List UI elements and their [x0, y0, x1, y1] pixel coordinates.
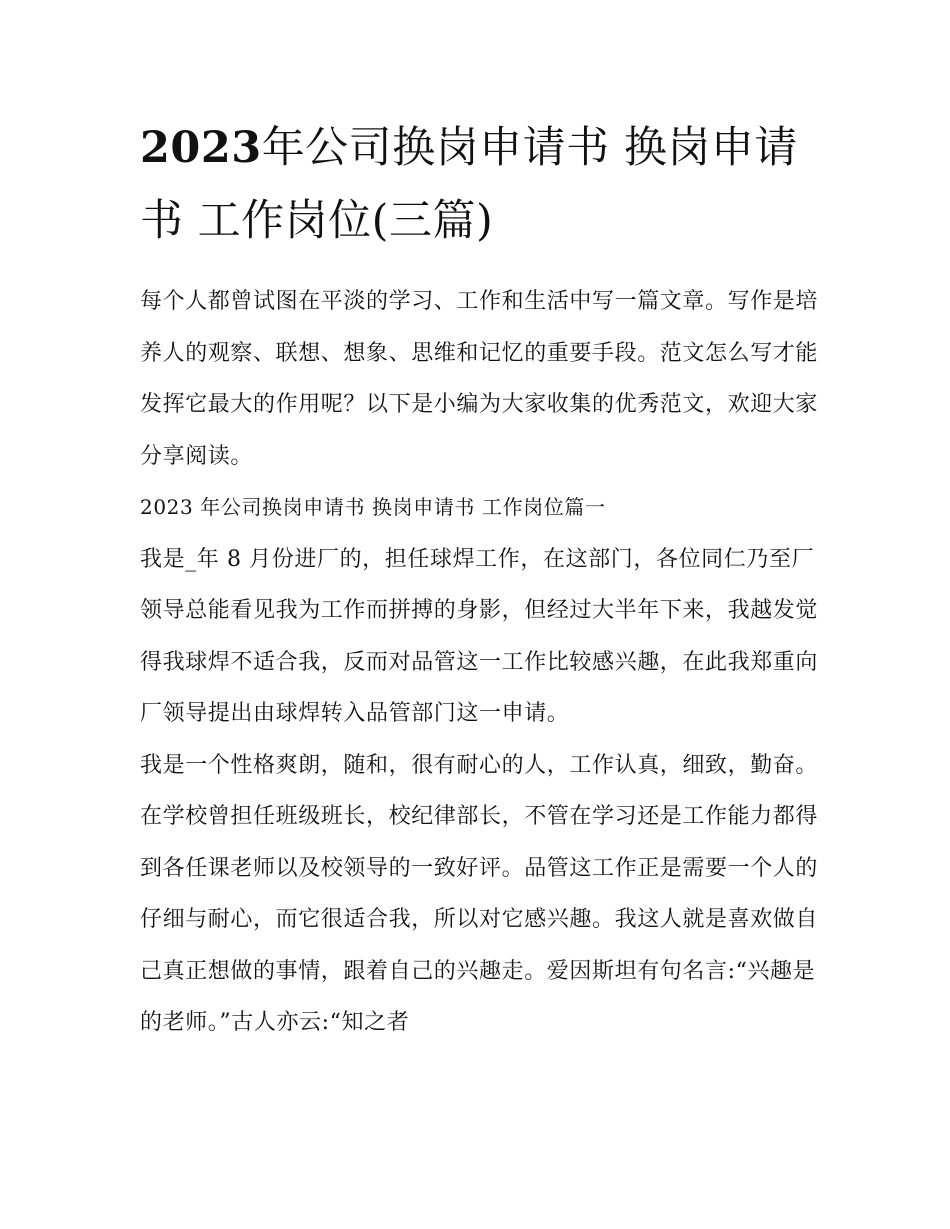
title-text: 年公司换岗申请书 换岗申请书 工作岗位(三篇): [140, 123, 798, 246]
document-page: [140, 112, 820, 1049]
document-title: [140, 112, 820, 258]
title-year: 2023: [140, 123, 262, 173]
body-paragraph-2: 我是一个性格爽朗，随和，很有耐心的人，工作认真，细致，勤奋。在学校曾担任班级班长，校纪律部长，不管在学习还是工作能力都得到各任课老师以及校领导的一致好评。品管这工作正是需要一个人的仔细与耐心，而它很适合我，所以对它感兴趣。我这人就是喜欢做自己真正想做的事情，跟着自己的兴趣走。爱因斯坦有句名言:“兴趣是的老师。”古人亦云:“知之者: [140, 752, 819, 1035]
body-paragraph-1: 我是_年 8 月份进厂的，担任球焊工作，在这部门，各位同仁乃至厂领导总能看见我为工作而拼搏的身影，但经过大半年下来，我越发觉得我球焊不适合我，反而对品管这一工作比较感兴趣，在此我郑重向厂领导提出由球焊转入品管部门这一申请。: [140, 546, 819, 726]
document-body: [140, 276, 820, 1049]
section-heading: 2023 年公司换岗申请书 换岗申请书 工作岗位篇一: [140, 495, 606, 519]
intro-paragraph: 每个人都曾试图在平淡的学习、工作和生活中写一篇文章。写作是培养人的观察、联想、想象、思维和记忆的重要手段。范文怎么写才能发挥它最大的作用呢？以下是小编为大家收集的优秀范文，欢迎大家分享阅读。: [140, 289, 819, 469]
